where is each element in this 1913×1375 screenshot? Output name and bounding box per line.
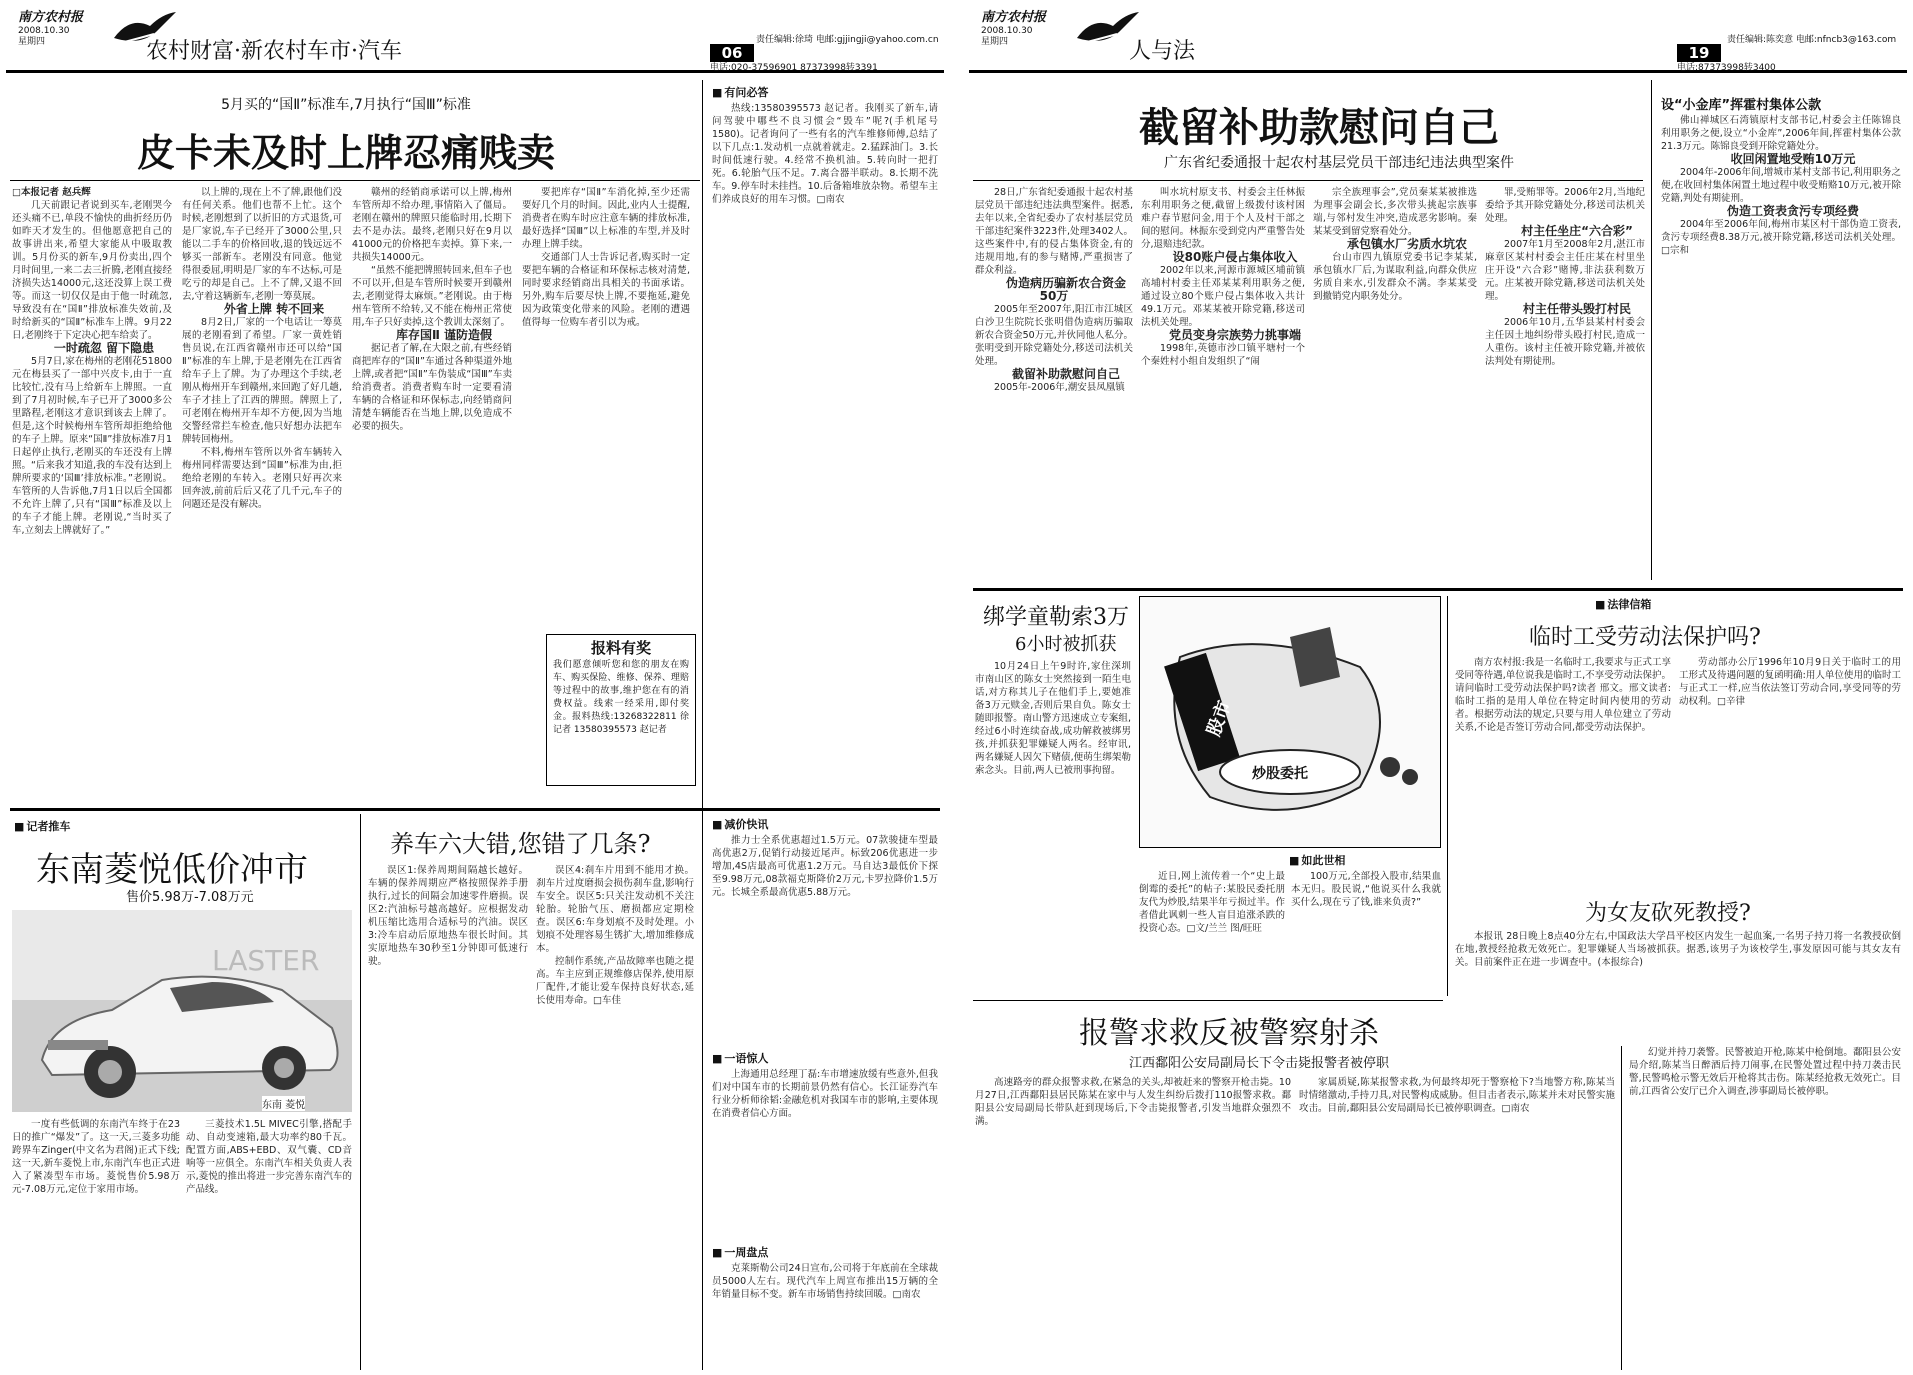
- tips-headline: 养车六大错,您错了几条?: [390, 830, 651, 858]
- main-story-headline: 皮卡未及时上牌忍痛贱卖: [136, 130, 555, 175]
- paragraph: 高速路旁的群众报警求救,在紧急的关头,却被赶来的警察开枪击毙。10月27日,江西鄱阳县居民陈某在家中与人发生纠纷后拨打110报警求救。鄱阳县公安局副局长带队赶到现场后,下令击毙报警者,引发当地群众强烈不满。: [975, 1077, 1291, 1127]
- paragraph: 据记者了解,在大限之前,有些经销商把库存的“国Ⅱ”车通过各种渠道外地上牌,或者把“国Ⅱ”车伪装成“国Ⅲ”车卖给消费者。消费者购车时一定要看清车辆的合格证和环保标志,向经销商问清楚车辆能否在当地上牌,以免造成不必要的损失。: [352, 343, 512, 432]
- weekly-label: ■ 一周盘点: [712, 1244, 768, 1260]
- weekly-text: [712, 1262, 938, 1370]
- cartoon-label-stock: 股市: [1203, 698, 1236, 740]
- main-story-headline: 截留补助款慰问自己: [1139, 104, 1499, 151]
- divider: [973, 180, 1643, 181]
- quote-text: [712, 1068, 938, 1238]
- main-story-deck: 广东省纪委通报十起农村基层党员干部违纪违法典型案件: [1164, 155, 1514, 171]
- column-rule: [360, 814, 361, 1370]
- cartoon-label-bottom: 炒股委托: [1252, 766, 1308, 782]
- editor-line: 责任编辑:陈奕意 电邮:nfncb3@163.com: [1727, 35, 1897, 45]
- paragraph: 2004年至2006年间,梅州市某区村干部伪造工资表,贪污专项经费8.38万元,被开除党籍,移送司法机关处理。□宗和: [1661, 219, 1901, 256]
- phone-line: 电话:87373998转3400: [1677, 63, 1776, 73]
- page-number: 19: [1677, 44, 1721, 62]
- column-rule: [1651, 80, 1652, 580]
- kidnap-headline: 绑学童勒索3万: [983, 605, 1129, 630]
- main-story-col1: [12, 186, 172, 794]
- car-icon: [12, 910, 352, 1112]
- paragraph: 2006年10月,五华县某村村委会主任因土地纠纷带头殴打村民,造成一人重伤。该村主任被开除党籍,并被依法判处有期徒刑。: [1485, 317, 1645, 367]
- column-rule: [1447, 596, 1448, 996]
- car-photo: [12, 910, 352, 1112]
- cartoon-drawing-icon: [1140, 597, 1440, 847]
- column-rule: [1621, 1046, 1622, 1370]
- paragraph: 28日,广东省纪委通报十起农村基层党员干部违纪违法典型案件。据悉,去年以来,全省纪委办了农村基层党员干部违纪案件3223件,处理3402人。这些案件中,有的侵占集体资金,有的违规用地,有的参与赌博,严重损害了群众利益。: [975, 187, 1133, 276]
- cartoon-text-2: [1291, 870, 1441, 990]
- paragraph: 10月24日上午9时许,家住深圳市南山区的陈女士突然接到一陌生电话,对方称其儿子在他们手上,要她准备3万元赎金,否则后果自负。陈女士随即报警。南山警方迅速成立专案组,经过6小时连续奋战,成功解救被绑男孩,并抓获犯罪嫌疑人两名。经审讯,两名嫌疑人因欠下赌债,便萌生绑架勒索念头。目前,两人已被刑事拘留。: [975, 661, 1131, 776]
- paragraph: 100万元,全部投入股市,结果血本无归。股民说,“他说买什么我就买什么,现在亏了钱,谁来负责?”: [1291, 871, 1441, 908]
- paragraph: 2005年至2007年,阳江市江城区白沙卫生院院长张明借伪造病历骗取新农合资金50万元,并伙同他人私分。张明受到开除党籍处分,移送司法机关处理。: [975, 304, 1133, 367]
- divider: [10, 808, 940, 811]
- cartoon-caption: ■ 如此世相: [1289, 852, 1345, 868]
- qa-label: ■ 有问必答: [712, 84, 768, 100]
- right-masthead: [969, 0, 1907, 73]
- paragraph: 台山市四九镇原党委书记李某某,承包镇水厂后,为谋取利益,向群众供应劣质自来水,引发群众不满。李某某受到撤销党内职务处分。: [1313, 252, 1477, 302]
- cartoon-illustration: [1139, 596, 1441, 848]
- paragraph: 5月7日,家在梅州的老刚花51800元在梅县买了一部中兴皮卡,由于一直比较忙,没有马上给新车上牌照。一直到了7月初时候,车子已开了3000多公里路程,老刚这才意识到该去上牌了。但是,这个时候梅州车管所却拒绝给他的车子上牌。原来“国Ⅱ”排放标准7月1日起停止执行,老刚买的车还没有上牌照。“后来我才知道,我的车没有达到上牌所要求的‘国Ⅲ’排放标准。”老刚说。车管所的人告诉他,7月1日以后全国都不允许上牌了,只有“国Ⅲ”标准及以上的车子才能上牌。老刚说,“当时买了车,立刻去上牌就好了。”: [12, 356, 172, 536]
- law-main-col4: [1485, 186, 1645, 586]
- professor-headline: 为女友砍死教授?: [1585, 901, 1751, 926]
- paragraph: 要把库存“国Ⅱ”车消化掉,至少还需要好几个月的时间。因此,业内人士提醒,消费者在购车时应注意车辆的排放标准,最好选择“国Ⅲ”以上标准的车型,并及时办理上牌手续。: [522, 187, 690, 250]
- paragraph: 2007年1月至2008年2月,湛江市麻章区某村村委会主任庄某在村里坐庄开设“六合彩”赌博,非法获利数万元。庄某被开除党籍,移送司法机关处理。: [1485, 239, 1645, 302]
- professor-text: [1455, 930, 1901, 1042]
- editor-line: 责任编辑:徐琦 电邮:gjjingji@yahoo.com.cn: [756, 35, 939, 45]
- law-main-col1: [975, 186, 1133, 586]
- paragraph: 热线:13580395573 赵记者。我刚买了新车,请问驾驶中哪些不良习惯会“毁车”呢?(手机尾号1580)。记者询问了一些有名的汽车维修师傅,总结了以下几点:1.发动机一点就着就走。2.猛踩油门。3.长时间低速行驶。4.经常不换机油。5.转向时一把打死。6.轮胎气压不足。7.离合器半联动。8.长期不洗车。9.停车时未挂挡。10.后备箱堆放杂物。希望车主们养成良好的用车习惯。□南农: [712, 103, 938, 205]
- promo-col1: [12, 1118, 180, 1368]
- law-mailbox-label: ■ 法律信箱: [1595, 596, 1651, 612]
- paragraph: 家属质疑,陈某报警求救,为何最终却死于警察枪下?当地警方称,陈某当时情绪激动,手持刀具,对民警构成威胁。但目击者表示,陈某并未对民警实施攻击。目前,鄱阳县公安局副局长已被停职调查。□南农: [1299, 1077, 1615, 1114]
- promo-col2: [186, 1118, 352, 1368]
- law-mailbox-col1: [1455, 656, 1671, 892]
- side-kicker: 设“小金库”挥霍村集体公款: [1661, 98, 1822, 113]
- subheading: 村主任坐庄“六合彩”: [1521, 224, 1633, 238]
- tips-col1: [368, 864, 528, 1370]
- tips-col2: [536, 864, 694, 1370]
- professor-continued-text: [1629, 1046, 1901, 1368]
- police-subhead: 江西鄱阳公安局副局长下令击毙报警者被停职: [1128, 1056, 1389, 1071]
- issue-weekday: 星期四: [981, 37, 1009, 47]
- side-story-text: [1661, 114, 1901, 580]
- paragraph: 南方农村报:我是一名临时工,我要求与正式工享受同等待遇,单位说我是临时工,不享受劳动法保护。请问临时工受劳动法保护吗?读者 邢文。邢文读者:临时工指的是用人单位在特定时间内使用的劳动者。根据劳动法的规定,只要与用人单位建立了劳动关系,不论是否签订劳动合同,都受劳动法保护。: [1455, 657, 1671, 733]
- phone-line: 电话:020-37596901 87373998转3391: [710, 63, 878, 73]
- paragraph: 控制作系统,产品故障率也随之提高。车主应到正规维修店保养,使用原厂配件,才能让爱车保持良好状态,延长使用寿命。□车佳: [536, 956, 694, 1006]
- section-title: 农村财富·新农村车市·汽车: [146, 39, 402, 64]
- price-cut-label: ■ 减价快讯: [712, 816, 768, 832]
- main-story-col3: [352, 186, 512, 794]
- promo-price: 售价5.98万-7.08万元: [126, 890, 254, 905]
- paper-name: 南方农村报: [981, 10, 1047, 25]
- paragraph: 2005年-2006年,潮安县凤凰镇: [994, 382, 1125, 393]
- paragraph: 推力士全系优惠超过1.5万元。07款骏捷车型最高优惠2万,促销行动接近尾声。标致206优惠进一步增加,4S店最高可优惠1.2万元。马自达3最低价下探至9.98万元,08款福克斯降价2万元,卡罗拉降价1.5万元。长城全系最高优惠5.88万元。: [712, 835, 938, 898]
- paragraph: 幻觉并持刀袭警。民警被迫开枪,陈某中枪倒地。鄱阳县公安局介绍,陈某当日醉酒后持刀闹事,在民警处置过程中持刀袭击民警,民警鸣枪示警无效后开枪将其击伤。陈某经抢救无效死亡。目前,江西省公安厅已介入调查,涉事副局长被停职。: [1629, 1047, 1901, 1097]
- paragraph: 以上牌的,现在上不了牌,跟他们没有任何关系。他们也帮不上忙。这个时候,老刚想到了以折旧的方式退货,可是厂家说,车子已经开了3000公里,只能以二手车的价格回收,退的钱远远不够买一部新车。老刚没有同意。他觉得很委屈,明明是厂家的车不达标,可是吃亏的却是自己。上不了牌,又退不回去,守着这辆新车,老刚一筹莫展。: [182, 187, 342, 302]
- promo-headline: 东南菱悦低价冲市: [36, 850, 308, 890]
- svg-text:LASTER: LASTER: [212, 944, 320, 977]
- promo-label: ■ 记者推车: [14, 818, 70, 834]
- quote-label: ■ 一语惊人: [712, 1050, 768, 1066]
- paragraph: 本报讯 28日晚上8点40分左右,中国政法大学昌平校区内发生一起血案,一名男子持刀将一名教授砍倒在地,教授经抢救无效死亡。犯罪嫌疑人当场被抓获。据悉,该男子为该校学生,事发原因可能与其女友有关。目前案件正在进一步调查中。(本报综合): [1455, 931, 1901, 968]
- kidnap-text: [975, 660, 1131, 950]
- date-line: [18, 26, 70, 48]
- subheading: 截留补助款慰问自己: [1011, 367, 1120, 381]
- law-main-col2: [1141, 186, 1305, 586]
- paragraph: 叫水坑村原支书、村委会主任林振东利用职务之便,截留上级拨付该村困难户春节慰问金,用于个人及村干部之间的慰问。林振东受到党内严重警告处分,退赔违纪款。: [1141, 187, 1305, 250]
- qa-text: [712, 102, 938, 798]
- law-mailbox-col2: [1679, 656, 1901, 892]
- paper-name: 南方农村报: [18, 10, 84, 25]
- paragraph: 一度有些低调的东南汽车终于在23日的推广“爆发”了。这一天,三菱多功能跨界车Zinger(中文名为君阁)正式下线;这一天,新车菱悦上市,东南汽车也正式进入了紧凑型车市场。菱悦售价5.98万元-7.08万元,定位于家用市场。: [12, 1119, 180, 1195]
- issue-date: 2008.10.30: [981, 26, 1033, 36]
- paragraph: “虽然不能把牌照转回来,但车子也不可以开,但是车管所时候要开到赣州去,老刚觉得太麻烦。”老刚说。由于梅州车管所不给转,又不能在梅州正常使用,车子只好卖掉,这个教训太深刻了。: [352, 265, 512, 328]
- subheading: 库存国Ⅱ 谨防造假: [395, 328, 493, 342]
- paragraph: 2002年以来,河源市源城区埔前镇高埔村村委主任邓某某利用职务之便,通过设立80个账户侵占集体收入共计49.1万元。邓某某被开除党籍,移送司法机关处理。: [1141, 265, 1305, 328]
- main-story-kicker: 5月买的“国Ⅱ”标准车,7月执行“国Ⅲ”标准: [221, 97, 471, 113]
- police-col2: [1299, 1076, 1615, 1368]
- byline: □本报记者 赵兵辉: [12, 187, 91, 198]
- divider: [973, 1000, 1443, 1001]
- report-reward-box: [546, 634, 696, 786]
- paragraph: 宗全族理事会”,党员秦某某被推选为理事会副会长,多次带头挑起宗族事端,与邻村发生冲突,造成恶劣影响。秦某某受到留党察看处分。: [1313, 187, 1477, 237]
- subheading: 村主任带头毁打村民: [1522, 302, 1631, 316]
- section-title: 人与法: [1129, 39, 1196, 64]
- law-main-col3: [1313, 186, 1477, 586]
- paragraph: 1998年,英德市沙口镇平塘村一个个秦姓村小组自发组织了“闹: [1141, 343, 1305, 367]
- date-line: [981, 26, 1033, 48]
- subheading: 承包镇水厂劣质水坑农: [1346, 237, 1467, 251]
- right-page: [969, 0, 1907, 1375]
- divider: [10, 180, 700, 181]
- kidnap-subhead: 6小时被抓获: [1015, 634, 1117, 655]
- report-reward-body: 我们愿意倾听您和您的朋友在购车、购买保险、维修、保养、理赔等过程中的故事,维护您在有的消费权益。线索一经采用,即付奖金。报料热线:13268322811 徐记者 13580395573 赵记者: [553, 660, 689, 735]
- paragraph: 误区4:刹车片用到不能用才换。刹车片过度磨损会损伤刹车盘,影响行车安全。误区5:只关注发动机不关注轮胎。轮胎气压、磨损都应定期检查。误区6:车身划痕不及时处理。小划痕不处理容易生锈扩大,增加维修成本。: [536, 865, 694, 954]
- price-cut-text: [712, 834, 938, 1044]
- main-story-col2: [182, 186, 342, 794]
- paragraph: 交通部门人士告诉记者,购买时一定要把车辆的合格证和环保标志核对清楚,同时要求经销商出具相关的书面承诺。另外,购车后要尽快上牌,不要拖延,避免因为政策变化带来的风险。老刚的遭遇值得每一位购车者引以为戒。: [522, 252, 690, 328]
- paragraph: 上海通用总经理丁磊:车市增速放缓有些意外,但我们对中国车市的长期前景仍然有信心。长江证券汽车行业分析师徐韬:金融危机对我国车市的影响,主要体现在消费者信心方面。: [712, 1069, 938, 1119]
- cartoon-text: [1139, 870, 1285, 990]
- subheading: 收回闲置地受贿10万元: [1730, 152, 1856, 166]
- subheading: 设80账户侵占集体收入: [1172, 250, 1298, 264]
- paragraph: 不料,梅州车管所以外省车辆转入梅州同样需要达到“国Ⅲ”标准为由,拒绝给老刚的车转入。老刚只好再次来回奔波,前前后后又花了几千元,车子的问题还是没有解决。: [182, 447, 342, 510]
- subheading: 伪造病历骗新农合资金50万: [1005, 276, 1126, 303]
- law-mailbox-headline: 临时工受劳动法保护吗?: [1529, 625, 1761, 650]
- report-reward-title: 报料有奖: [590, 639, 651, 657]
- police-col1: [975, 1076, 1291, 1368]
- paragraph: 赣州的经销商承诺可以上牌,梅州车管所却不给办理,事情陷入了僵局。老刚在赣州的牌照只能临时用,长期下去不是办法。最终,老刚只好在9月以41000元的价格把车卖掉。算下来,一共损失14000元。: [352, 187, 512, 263]
- subheading: 一时疏忽 留下隐患: [53, 341, 155, 355]
- divider: [973, 588, 1903, 591]
- issue-date: 2008.10.30: [18, 26, 70, 36]
- page-number: 06: [710, 44, 754, 62]
- paragraph: 8月2日,厂家的一个电话让一筹莫展的老刚看到了希望。厂家一黄姓销售员说,在江西省赣州市还可以给“国Ⅱ”标准的车上牌,于是老刚先在江西省给车子上了牌。为了办理这个手续,老刚从梅州开车到赣州,来回跑了好几趟,车子才挂上了江西的牌照。牌照上了,可老刚在梅州开车却不方便,因为当地交警经常拦车检查,他只好想办法把车牌转回梅州。: [182, 317, 342, 445]
- paragraph: 佛山禅城区石湾镇原村支部书记,村委会主任陈锦良利用职务之便,设立“小金库”,2006年间,挥霍村集体公款21.3万元。陈锦良受到开除党籍处分。: [1661, 115, 1901, 152]
- paragraph: 几天前跟记者说到买车,老刚哭今还头痛不已,单段不愉快的曲折经历仍如昨天才发生的。但他愿意把自己的故事讲出来,希望大家能从中吸取教训。5月份买的新车,9月份卖出,四个月时间里,一来二去三折腾,老刚直接经济损失达14000元,这还没算上误工费等。而这一切仅仅是由于他一时疏忽,导致没有在“国Ⅱ”排放标准失效前,及时给新买的“国Ⅱ”标准车上牌。9月22日,老刚终于下定决心把车给卖了。: [12, 200, 172, 341]
- paragraph: 近日,网上流传着一个“史上最倒霉的委托”的帖子:某股民委托朋友代为炒股,结果半年亏损过半。作者借此讽刺一些人盲目追涨杀跌的投资心态。□文/兰兰 图/旺旺: [1139, 871, 1285, 934]
- column-rule: [702, 80, 703, 1370]
- subheading: 党员变身宗族势力挑事端: [1168, 328, 1301, 342]
- left-masthead: [6, 0, 944, 73]
- paragraph: 误区1:保养周期间隔越长越好。车辆的保养周期应严格按照保养手册执行,过长的间隔会加速零件磨损。误区2:汽油标号越高越好。应根据发动机压缩比选用合适标号的汽油。误区3:冷车启动后原地热车很长时间。其实原地热车30秒至1分钟即可低速行驶。: [368, 865, 528, 967]
- paragraph: 2004年-2006年间,增城市某村支部书记,利用职务之便,在收回村集体闲置土地过程中收受贿赂10万元,被开除党籍,判处有期徒刑。: [1661, 167, 1901, 204]
- issue-weekday: 星期四: [18, 37, 46, 47]
- paragraph: 劳动部办公厅1996年10月9日关于临时工的用工形式及待遇问题的复函明确:用人单位使用的临时工与正式工一样,应当依法签订劳动合同,享受同等的劳动权利。□辛律: [1679, 657, 1901, 707]
- subheading: 伪造工资表贪污专项经费: [1726, 204, 1859, 218]
- photo-caption: 东南 菱悦: [262, 1096, 305, 1111]
- paragraph: 三菱技术1.5L MIVEC引擎,搭配手动、自动变速箱,最大功率约80千瓦。配置方面,ABS+EBD、双气囊、CD音响等一应俱全。东南汽车相关负责人表示,菱悦的推出将进一步完善东南汽车的产品线。: [186, 1119, 352, 1195]
- paragraph: 克莱斯勒公司24日宣布,公司将于年底前在全球裁员5000人左右。现代汽车上周宣布推出15万辆的全年销量目标不变。新车市场销售持续回暖。□南农: [712, 1263, 938, 1300]
- main-story-col4: [522, 186, 690, 626]
- left-page: [6, 0, 944, 1375]
- subheading: 外省上牌 转不回来: [223, 302, 325, 316]
- paragraph: 罪,受贿罪等。2006年2月,当地纪委给予其开除党籍处分,移送司法机关处理。: [1485, 187, 1645, 224]
- police-headline: 报警求救反被警察射杀: [1079, 1016, 1379, 1051]
